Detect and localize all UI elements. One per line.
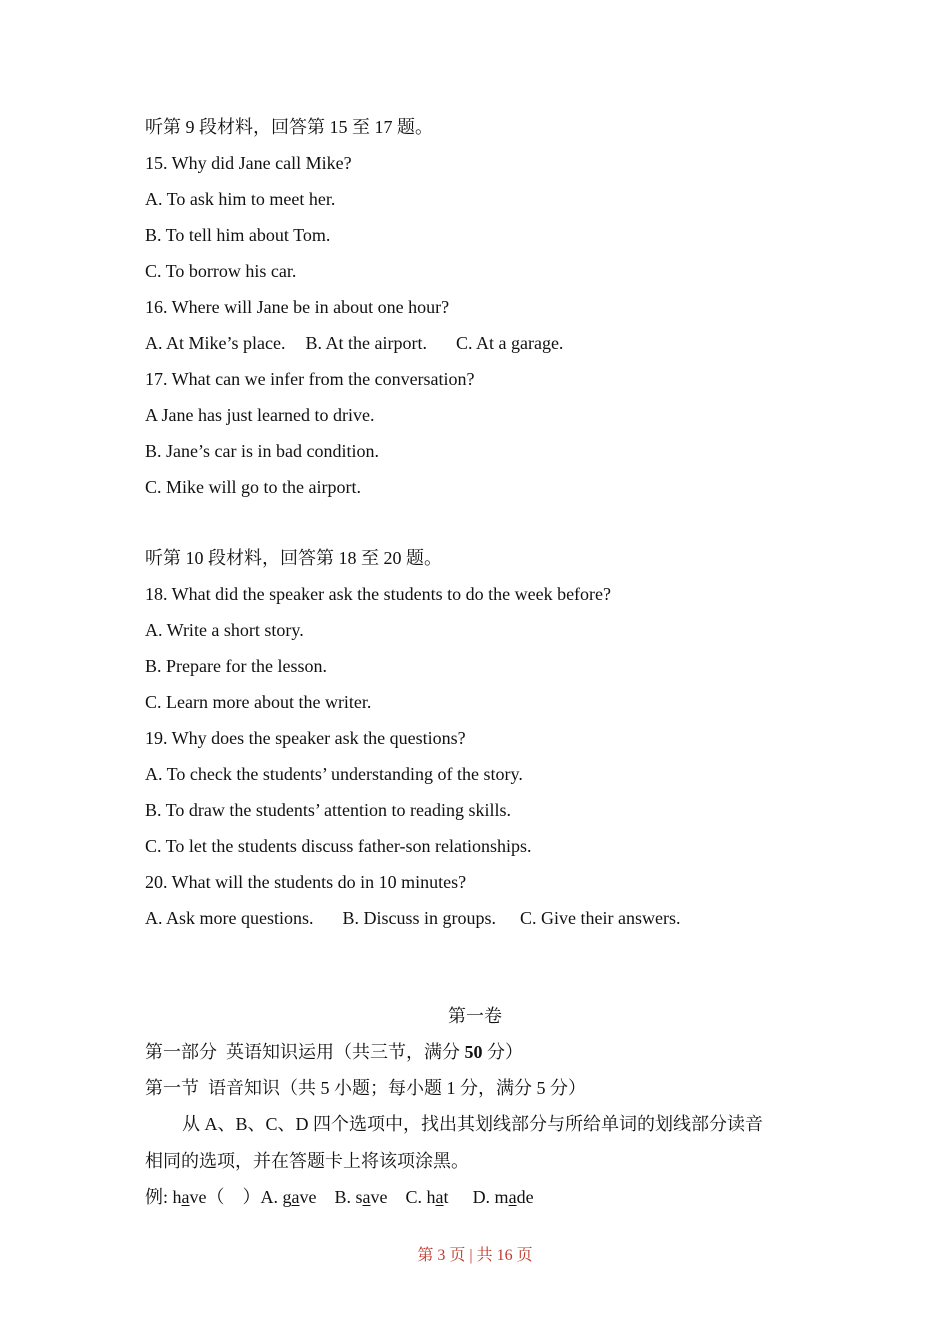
instruction: 从 A、B、C、D 四个选项中，找出其划线部分与所给单词的划线部分读音 xyxy=(182,1114,764,1134)
part-heading xyxy=(145,1040,523,1064)
answer-blank: （ ） xyxy=(206,1187,261,1207)
option-15b: B. To tell him about Tom. xyxy=(145,225,331,245)
option-16c: C. At a garage. xyxy=(455,333,564,353)
section-heading: 听第 10 段材料，回答第 18 至 20 题。 xyxy=(145,548,442,568)
option-19b: B. To draw the students’ attention to reading skills. xyxy=(145,800,512,820)
volume-title: 第一卷 xyxy=(448,1006,502,1026)
option-16b: B. At the airport. xyxy=(305,333,427,353)
example-option-d: D. made xyxy=(472,1187,534,1207)
option-16a: A. At Mike’s place. xyxy=(145,333,286,353)
question-19: 19. Why does the speaker ask the questions? xyxy=(145,728,466,748)
section-heading: 听第 9 段材料，回答第 15 至 17 题。 xyxy=(145,117,433,137)
question-17: 17. What can we infer from the conversation? xyxy=(145,369,475,389)
option-18a: A. Write a short story. xyxy=(145,620,304,640)
example-option-b: B. save xyxy=(334,1187,388,1207)
option-20c: C. Give their answers. xyxy=(520,908,681,928)
question-16: 16. Where will Jane be in about one hour? xyxy=(145,297,450,317)
option-20a: A. Ask more questions. xyxy=(145,908,314,928)
option-17a: A Jane has just learned to drive. xyxy=(145,405,375,425)
part-heading-text-end: 分） xyxy=(482,1042,523,1062)
part-heading-text: 第一部分 英语知识运用（共三节，满分 xyxy=(145,1042,465,1062)
question-15: 15. Why did Jane call Mike? xyxy=(145,153,352,173)
example-line xyxy=(145,1185,534,1209)
options-16 xyxy=(145,331,563,355)
example-label: 例: xyxy=(145,1187,173,1207)
example-option-a: A. gave xyxy=(260,1187,317,1207)
page-footer: 第 3 页 | 共 16 页 xyxy=(417,1247,533,1264)
option-17c: C. Mike will go to the airport. xyxy=(145,477,361,497)
question-18: 18. What did the speaker ask the students to do the week before? xyxy=(145,584,612,604)
option-19c: C. To let the students discuss father-son relationships. xyxy=(145,836,532,856)
option-15a: A. To ask him to meet her. xyxy=(145,189,336,209)
section-heading: 第一节 语音知识（共 5 小题；每小题 1 分，满分 5 分） xyxy=(145,1078,586,1098)
question-20: 20. What will the students do in 10 minutes? xyxy=(145,872,467,892)
option-20b: B. Discuss in groups. xyxy=(342,908,497,928)
option-18b: B. Prepare for the lesson. xyxy=(145,656,327,676)
example-word: have xyxy=(172,1187,207,1207)
option-19a: A. To check the students’ understanding of the story. xyxy=(145,764,523,784)
part-score: 50 xyxy=(464,1042,483,1062)
example-option-c: C. hat xyxy=(405,1187,449,1207)
options-20 xyxy=(145,906,680,930)
option-18c: C. Learn more about the writer. xyxy=(145,692,372,712)
option-15c: C. To borrow his car. xyxy=(145,261,297,281)
instruction-cont: 相同的选项，并在答题卡上将该项涂黑。 xyxy=(145,1151,469,1171)
option-17b: B. Jane’s car is in bad condition. xyxy=(145,441,379,461)
